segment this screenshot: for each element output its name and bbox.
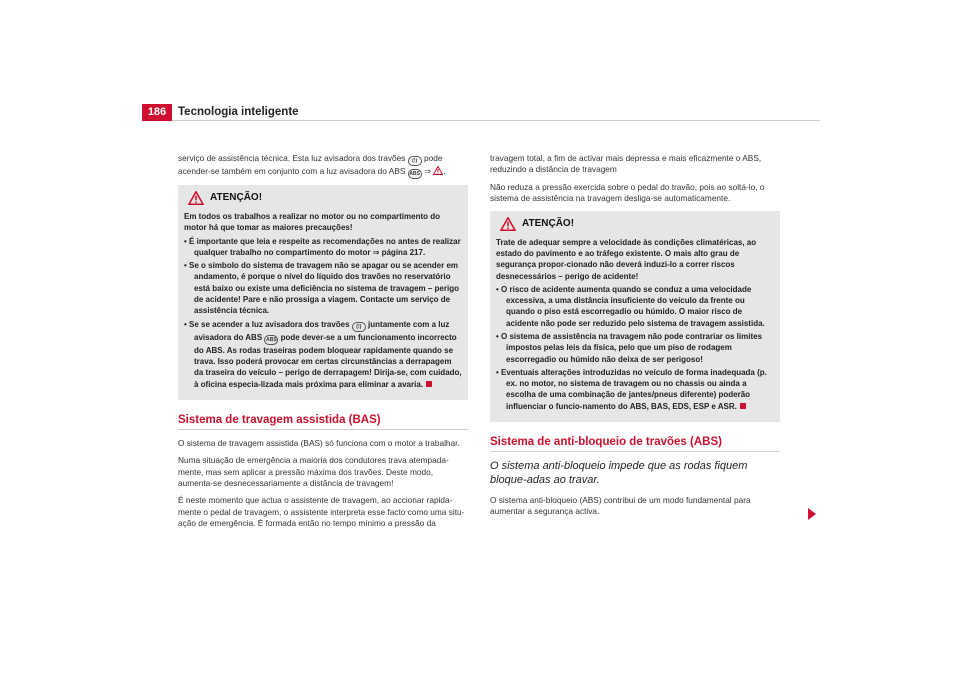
warning-bullet: • Se se acender a luz avisadora dos travões (!) juntamente com a luz avisadora do ABS ABS pode dever-se a um funcionamento incorrecto do ABS. As rodas traseiras podem bloquear rapidamente quando se trava. Isso poderá provocar em certas circunstâncias a derrapagem da traseira do veículo – perigo de derrapagem! Dirija-se, com cuidado, à oficina especia-lizada mais próxima para eliminar a avaria. bbox=[184, 319, 462, 389]
section-title-bas: Sistema de travagem assistida (BAS) bbox=[178, 414, 468, 430]
intro-paragraph: serviço de assistência técnica. Esta luz avisadora dos travões (!) pode acender-se também em conjunto com a luz avisadora do ABS ABS ⇒ . bbox=[178, 153, 446, 177]
page-number: 186 bbox=[142, 104, 172, 121]
section-subtitle: O sistema anti-bloqueio impede que as rodas fiquem bloque-adas ao travar. bbox=[490, 460, 748, 486]
body-paragraph: O sistema de travagem assistida (BAS) só funciona com o motor a trabalhar. bbox=[178, 437, 460, 448]
warning-bullet: • O risco de acidente aumenta quando se conduz a uma velocidade excessiva, a uma distância insuficiente do veículo da frente ou quando o piso está escorregadio ou húmido. O maior risco de acidente não pode ser reduzido pelo sistema de travagem assistida. bbox=[496, 284, 765, 328]
warning-triangle-icon bbox=[500, 217, 516, 231]
body-paragraph: Numa situação de emergência a maioria dos condutores trava atempada-mente, mas sem aplicar a pressão máxima dos travões. Deste modo, aumenta-se desnecessariamente a distância de travagem! bbox=[178, 455, 449, 489]
warning-text: Em todos os trabalhos a realizar no motor ou no compartimento do motor há que tomar as maiores precauções! bbox=[184, 212, 441, 233]
warning-box-engine bbox=[178, 185, 468, 400]
page-header-title: Tecnologia inteligente bbox=[178, 106, 299, 118]
warning-triangle-icon bbox=[188, 191, 204, 205]
body-paragraph: O sistema anti-bloqueio (ABS) contribui de um modo fundamental para aumentar a segurança activa. bbox=[490, 495, 751, 517]
warning-title: ATENÇÃO! bbox=[522, 217, 575, 229]
end-mark bbox=[740, 403, 746, 409]
intro-text-b: pode acender-se também em conjunto com a luz avisadora do ABS bbox=[178, 153, 443, 176]
intro-arrow: ⇒ bbox=[424, 166, 431, 176]
body-paragraph: travagem total, a fim de activar mais depressa e mais eficazmente o ABS, reduzindo a distância de travagem bbox=[490, 153, 762, 175]
warning-title: ATENÇÃO! bbox=[210, 192, 263, 204]
warning-header bbox=[188, 191, 462, 205]
section-title-abs: Sistema de anti-bloqueio de travões (ABS) bbox=[490, 436, 780, 452]
warning-bullet: • Se o símbolo do sistema de travagem não se apagar ou se acender em andamento, é porque o nível do líquido dos travões no reservatório está baixo ou existe uma deficiência no sistema de travagem – perigo de acidente! Pare e não prossiga a viagem. Contacte um serviço de assistência técnica. bbox=[184, 261, 459, 316]
warning-triangle-icon bbox=[433, 166, 443, 175]
header-divider bbox=[172, 120, 820, 121]
warning-header bbox=[500, 217, 774, 231]
warning-bullet: • É importante que leia e respeite as recomendações no antes de realizar qualquer trabalho no compartimento do motor ⇒ página 217. bbox=[184, 236, 461, 257]
abs-warning-icon: ABS bbox=[266, 336, 277, 343]
warning-text: Trate de adequar sempre a velocidade às condições climatéricas, ao estado do pavimento e ao tráfego existente. O mais alto grau de segurança propor-cionado não deverá induzi-lo a correr riscos desnecessários – perigo de acidente! bbox=[496, 237, 757, 281]
end-mark bbox=[426, 381, 432, 387]
warning-box-bas bbox=[490, 211, 780, 422]
brake-warning-icon: (!) bbox=[352, 322, 366, 332]
left-column bbox=[178, 153, 468, 536]
intro-text-a: serviço de assistência técnica. Esta luz avisadora dos travões bbox=[178, 153, 406, 163]
warning-bullet: • Eventuais alterações introduzidas no veículo de forma inadequada (p. ex. no motor, no sistema de travagem ou no chassis ou ainda a escolha de uma combinação de jantes/pneus diferente) poderão influenciar o funcio-namento do ABS, BAS, EDS, ESP e ASR. bbox=[496, 367, 767, 411]
brake-warning-icon: (!) bbox=[408, 156, 422, 166]
right-column bbox=[490, 153, 780, 524]
abs-warning-icon: ABS bbox=[409, 171, 420, 177]
warning-bullet: • O sistema de assistência na travagem não pode contrariar os limites impostos pelas leis da física, pelo que um piso de rodagem escorregadio ou húmido não deixa de ser perigoso! bbox=[496, 332, 763, 364]
body-paragraph: É neste momento que actua o assistente de travagem, ao accionar rapida-mente o pedal de travagem, o assistente interpreta esse facto como uma situ-ação de emergência. É formada então no tempo mínimo a pressão da bbox=[178, 495, 465, 529]
next-page-arrow-icon bbox=[808, 508, 816, 520]
body-paragraph: Não reduza a pressão exercida sobre o pedal do travão, pois ao soltá-lo, o sistema de assistência na travagem desliga-se automaticamente. bbox=[490, 181, 765, 204]
